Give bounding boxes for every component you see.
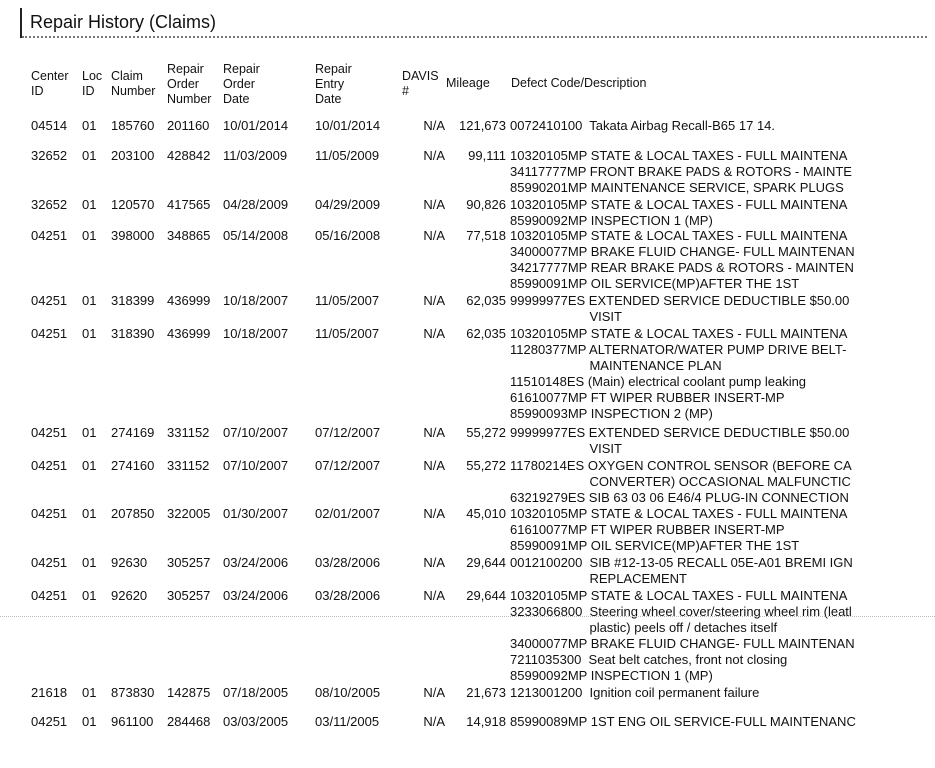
cell-loc: 01 bbox=[82, 228, 97, 243]
cell-mileage: 62,035 bbox=[466, 293, 506, 308]
header-repair-order-date: Repair Order Date bbox=[223, 62, 260, 106]
cell-entry: 11/05/2007 bbox=[315, 326, 380, 341]
cell-loc: 01 bbox=[82, 506, 97, 521]
cell-mileage: 77,518 bbox=[466, 228, 506, 243]
cell-entry: 03/28/2006 bbox=[315, 555, 381, 570]
defect-line: 3233066800 Steering wheel cover/steering wheel rim (leatl bbox=[510, 604, 852, 619]
cell-ro-date: 07/18/2005 bbox=[223, 685, 289, 700]
cell-davis: N/A bbox=[423, 148, 445, 163]
defect-line: 85990091MP OIL SERVICE(MP)AFTER THE 1ST bbox=[510, 276, 800, 291]
cell-davis: N/A bbox=[423, 326, 445, 341]
defect-line: 85990092MP INSPECTION 1 (MP) bbox=[510, 668, 713, 683]
cell-claim: 185760 bbox=[111, 118, 155, 133]
cell-center: 32652 bbox=[31, 148, 68, 163]
defect-line: 10320105MP STATE & LOCAL TAXES - FULL MAINTENA bbox=[510, 506, 848, 521]
header-repair-order-number: Repair Order Number bbox=[167, 62, 212, 106]
cell-mileage: 29,644 bbox=[466, 588, 506, 603]
defect-line: 11280377MP ALTERNATOR/WATER PUMP DRIVE BELT- bbox=[510, 342, 847, 357]
cell-center: 04251 bbox=[31, 425, 68, 440]
cell-davis: N/A bbox=[423, 555, 445, 570]
cell-ro-date: 04/28/2009 bbox=[223, 197, 289, 212]
header-loc-id: Loc ID bbox=[82, 69, 103, 98]
cell-ro-date: 03/24/2006 bbox=[223, 555, 289, 570]
defect-line: 10320105MP STATE & LOCAL TAXES - FULL MAINTENA bbox=[510, 148, 848, 163]
header-repair-entry-date: Repair Entry Date bbox=[315, 62, 352, 106]
defect-line: 34117777MP FRONT BRAKE PADS & ROTORS - MAINTE bbox=[510, 164, 852, 179]
cell-davis: N/A bbox=[423, 588, 445, 603]
cell-entry: 11/05/2007 bbox=[315, 293, 380, 308]
defect-line: 10320105MP STATE & LOCAL TAXES - FULL MAINTENA bbox=[510, 228, 848, 243]
cell-claim: 274169 bbox=[111, 425, 155, 440]
cell-ro: 331152 bbox=[167, 458, 210, 473]
cell-davis: N/A bbox=[423, 197, 445, 212]
header-claim-number: Claim Number bbox=[111, 69, 156, 98]
defect-line: VISIT bbox=[510, 441, 622, 456]
cell-loc: 01 bbox=[82, 685, 97, 700]
defect-line: 1213001200 Ignition coil permanent failure bbox=[510, 685, 760, 700]
defect-line: CONVERTER) OCCASIONAL MALFUNCTIC bbox=[510, 474, 851, 489]
cell-loc: 01 bbox=[82, 326, 97, 341]
cell-center: 04251 bbox=[31, 588, 68, 603]
defect-line: 61610077MP FT WIPER RUBBER INSERT-MP bbox=[510, 522, 785, 537]
title-divider bbox=[22, 36, 927, 38]
cell-mileage: 29,644 bbox=[466, 555, 506, 570]
cell-ro-date: 10/18/2007 bbox=[223, 293, 289, 308]
header-center-id: Center ID bbox=[31, 69, 69, 98]
defect-line: 0012100200 SIB #12-13-05 RECALL 05E-A01 BREMI IGN bbox=[510, 555, 853, 570]
cell-mileage: 62,035 bbox=[466, 326, 506, 341]
cell-ro: 305257 bbox=[167, 555, 211, 570]
cell-ro: 428842 bbox=[167, 148, 211, 163]
cell-claim: 207850 bbox=[111, 506, 155, 521]
cell-claim: 120570 bbox=[111, 197, 155, 212]
defect-line: REPLACEMENT bbox=[510, 571, 687, 586]
cell-ro-date: 03/24/2006 bbox=[223, 588, 289, 603]
cell-davis: N/A bbox=[423, 714, 445, 729]
cell-loc: 01 bbox=[82, 714, 97, 729]
defect-line: 85990093MP INSPECTION 2 (MP) bbox=[510, 406, 713, 421]
cell-ro-date: 03/03/2005 bbox=[223, 714, 289, 729]
cell-davis: N/A bbox=[423, 118, 445, 133]
cell-claim: 203100 bbox=[111, 148, 155, 163]
cell-mileage: 55,272 bbox=[466, 458, 506, 473]
header-defect: Defect Code/Description bbox=[511, 76, 647, 90]
cell-center: 04251 bbox=[31, 458, 68, 473]
cell-center: 32652 bbox=[31, 197, 68, 212]
cell-ro-date: 07/10/2007 bbox=[223, 458, 289, 473]
title-block bbox=[20, 8, 927, 38]
cell-ro: 305257 bbox=[167, 588, 211, 603]
defect-line: 85990091MP OIL SERVICE(MP)AFTER THE 1ST bbox=[510, 538, 800, 553]
defect-line: 34217777MP REAR BRAKE PADS & ROTORS - MAINTEN bbox=[510, 260, 854, 275]
defect-line: 10320105MP STATE & LOCAL TAXES - FULL MAINTENA bbox=[510, 197, 848, 212]
cell-ro: 348865 bbox=[167, 228, 211, 243]
cell-center: 04251 bbox=[31, 326, 68, 341]
defect-line: 85990092MP INSPECTION 1 (MP) bbox=[510, 213, 713, 228]
cell-ro-date: 10/18/2007 bbox=[223, 326, 289, 341]
cell-davis: N/A bbox=[423, 228, 445, 243]
cell-claim: 398000 bbox=[111, 228, 155, 243]
cell-loc: 01 bbox=[82, 425, 97, 440]
cell-entry: 07/12/2007 bbox=[315, 458, 381, 473]
cell-center: 04251 bbox=[31, 555, 68, 570]
cell-center: 04251 bbox=[31, 228, 68, 243]
cell-ro: 331152 bbox=[167, 425, 210, 440]
defect-line: 11780214ES OXYGEN CONTROL SENSOR (BEFORE CA bbox=[510, 458, 852, 473]
cell-ro-date: 05/14/2008 bbox=[223, 228, 289, 243]
defect-line: 63219279ES SIB 63 03 06 E46/4 PLUG-IN CONNECTION bbox=[510, 490, 849, 505]
cell-mileage: 55,272 bbox=[466, 425, 506, 440]
cell-loc: 01 bbox=[82, 118, 97, 133]
defect-line: 10320105MP STATE & LOCAL TAXES - FULL MAINTENA bbox=[510, 588, 848, 603]
defect-line: 34000077MP BRAKE FLUID CHANGE- FULL MAINTENAN bbox=[510, 636, 855, 651]
cell-ro: 436999 bbox=[167, 326, 211, 341]
cell-entry: 03/28/2006 bbox=[315, 588, 381, 603]
cell-davis: N/A bbox=[423, 458, 445, 473]
cell-entry: 08/10/2005 bbox=[315, 685, 381, 700]
cell-mileage: 21,673 bbox=[466, 685, 506, 700]
cell-loc: 01 bbox=[82, 555, 97, 570]
cell-entry: 03/11/2005 bbox=[315, 714, 380, 729]
cell-center: 21618 bbox=[31, 685, 68, 700]
header-mileage: Mileage bbox=[446, 76, 490, 90]
cell-ro: 142875 bbox=[167, 685, 211, 700]
cell-claim: 92620 bbox=[111, 588, 148, 603]
defect-line: 11510148ES (Main) electrical coolant pump leaking bbox=[510, 374, 807, 389]
cell-loc: 01 bbox=[82, 197, 97, 212]
cell-davis: N/A bbox=[423, 293, 445, 308]
cell-mileage: 45,010 bbox=[466, 506, 506, 521]
cell-mileage: 121,673 bbox=[459, 118, 506, 133]
cell-ro: 322005 bbox=[167, 506, 211, 521]
defect-line: 61610077MP FT WIPER RUBBER INSERT-MP bbox=[510, 390, 785, 405]
cell-mileage: 90,826 bbox=[466, 197, 506, 212]
defect-line: MAINTENANCE PLAN bbox=[510, 358, 722, 373]
cell-center: 04514 bbox=[31, 118, 68, 133]
defect-line: 85990201MP MAINTENANCE SERVICE, SPARK PLUGS bbox=[510, 180, 844, 195]
cell-entry: 04/29/2009 bbox=[315, 197, 381, 212]
cell-davis: N/A bbox=[423, 425, 445, 440]
cell-ro: 417565 bbox=[167, 197, 211, 212]
header-davis: DAVIS # bbox=[402, 69, 439, 98]
cell-claim: 318399 bbox=[111, 293, 155, 308]
cell-loc: 01 bbox=[82, 588, 97, 603]
cell-claim: 274160 bbox=[111, 458, 155, 473]
cell-claim: 873830 bbox=[111, 685, 155, 700]
cell-davis: N/A bbox=[423, 685, 445, 700]
defect-line: 0072410100 Takata Airbag Recall-B65 17 14. bbox=[510, 118, 776, 133]
cell-mileage: 14,918 bbox=[466, 714, 506, 729]
cell-ro-date: 07/10/2007 bbox=[223, 425, 289, 440]
cell-ro-date: 11/03/2009 bbox=[223, 148, 288, 163]
defect-line: 85990089MP 1ST ENG OIL SERVICE-FULL MAINTENANC bbox=[510, 714, 856, 729]
cell-center: 04251 bbox=[31, 714, 68, 729]
cell-ro: 201160 bbox=[167, 118, 210, 133]
cell-claim: 318390 bbox=[111, 326, 155, 341]
cell-loc: 01 bbox=[82, 293, 97, 308]
cell-entry: 11/05/2009 bbox=[315, 148, 380, 163]
cell-ro-date: 01/30/2007 bbox=[223, 506, 289, 521]
defect-line: 34000077MP BRAKE FLUID CHANGE- FULL MAINTENAN bbox=[510, 244, 855, 259]
cell-ro: 284468 bbox=[167, 714, 211, 729]
defect-line: 7211035300 Seat belt catches, front not closing bbox=[510, 652, 788, 667]
cell-entry: 07/12/2007 bbox=[315, 425, 381, 440]
defect-line: 99999977ES EXTENDED SERVICE DEDUCTIBLE $50.00 bbox=[510, 293, 850, 308]
page-title: Repair History (Claims) bbox=[30, 12, 217, 32]
cell-entry: 10/01/2014 bbox=[315, 118, 381, 133]
cell-loc: 01 bbox=[82, 458, 97, 473]
cell-davis: N/A bbox=[423, 506, 445, 521]
scan-artifact-line bbox=[0, 616, 935, 617]
cell-center: 04251 bbox=[31, 293, 68, 308]
cell-claim: 92630 bbox=[111, 555, 148, 570]
cell-claim: 961100 bbox=[111, 714, 154, 729]
defect-line: 10320105MP STATE & LOCAL TAXES - FULL MAINTENA bbox=[510, 326, 848, 341]
cell-loc: 01 bbox=[82, 148, 97, 163]
cell-entry: 05/16/2008 bbox=[315, 228, 381, 243]
cell-mileage: 99,111 bbox=[468, 148, 506, 163]
cell-ro: 436999 bbox=[167, 293, 211, 308]
cell-ro-date: 10/01/2014 bbox=[223, 118, 289, 133]
cell-center: 04251 bbox=[31, 506, 68, 521]
defect-line: plastic) peels off / detaches itself bbox=[510, 620, 778, 635]
defect-line: 99999977ES EXTENDED SERVICE DEDUCTIBLE $50.00 bbox=[510, 425, 850, 440]
defect-line: VISIT bbox=[510, 309, 622, 324]
cell-entry: 02/01/2007 bbox=[315, 506, 381, 521]
